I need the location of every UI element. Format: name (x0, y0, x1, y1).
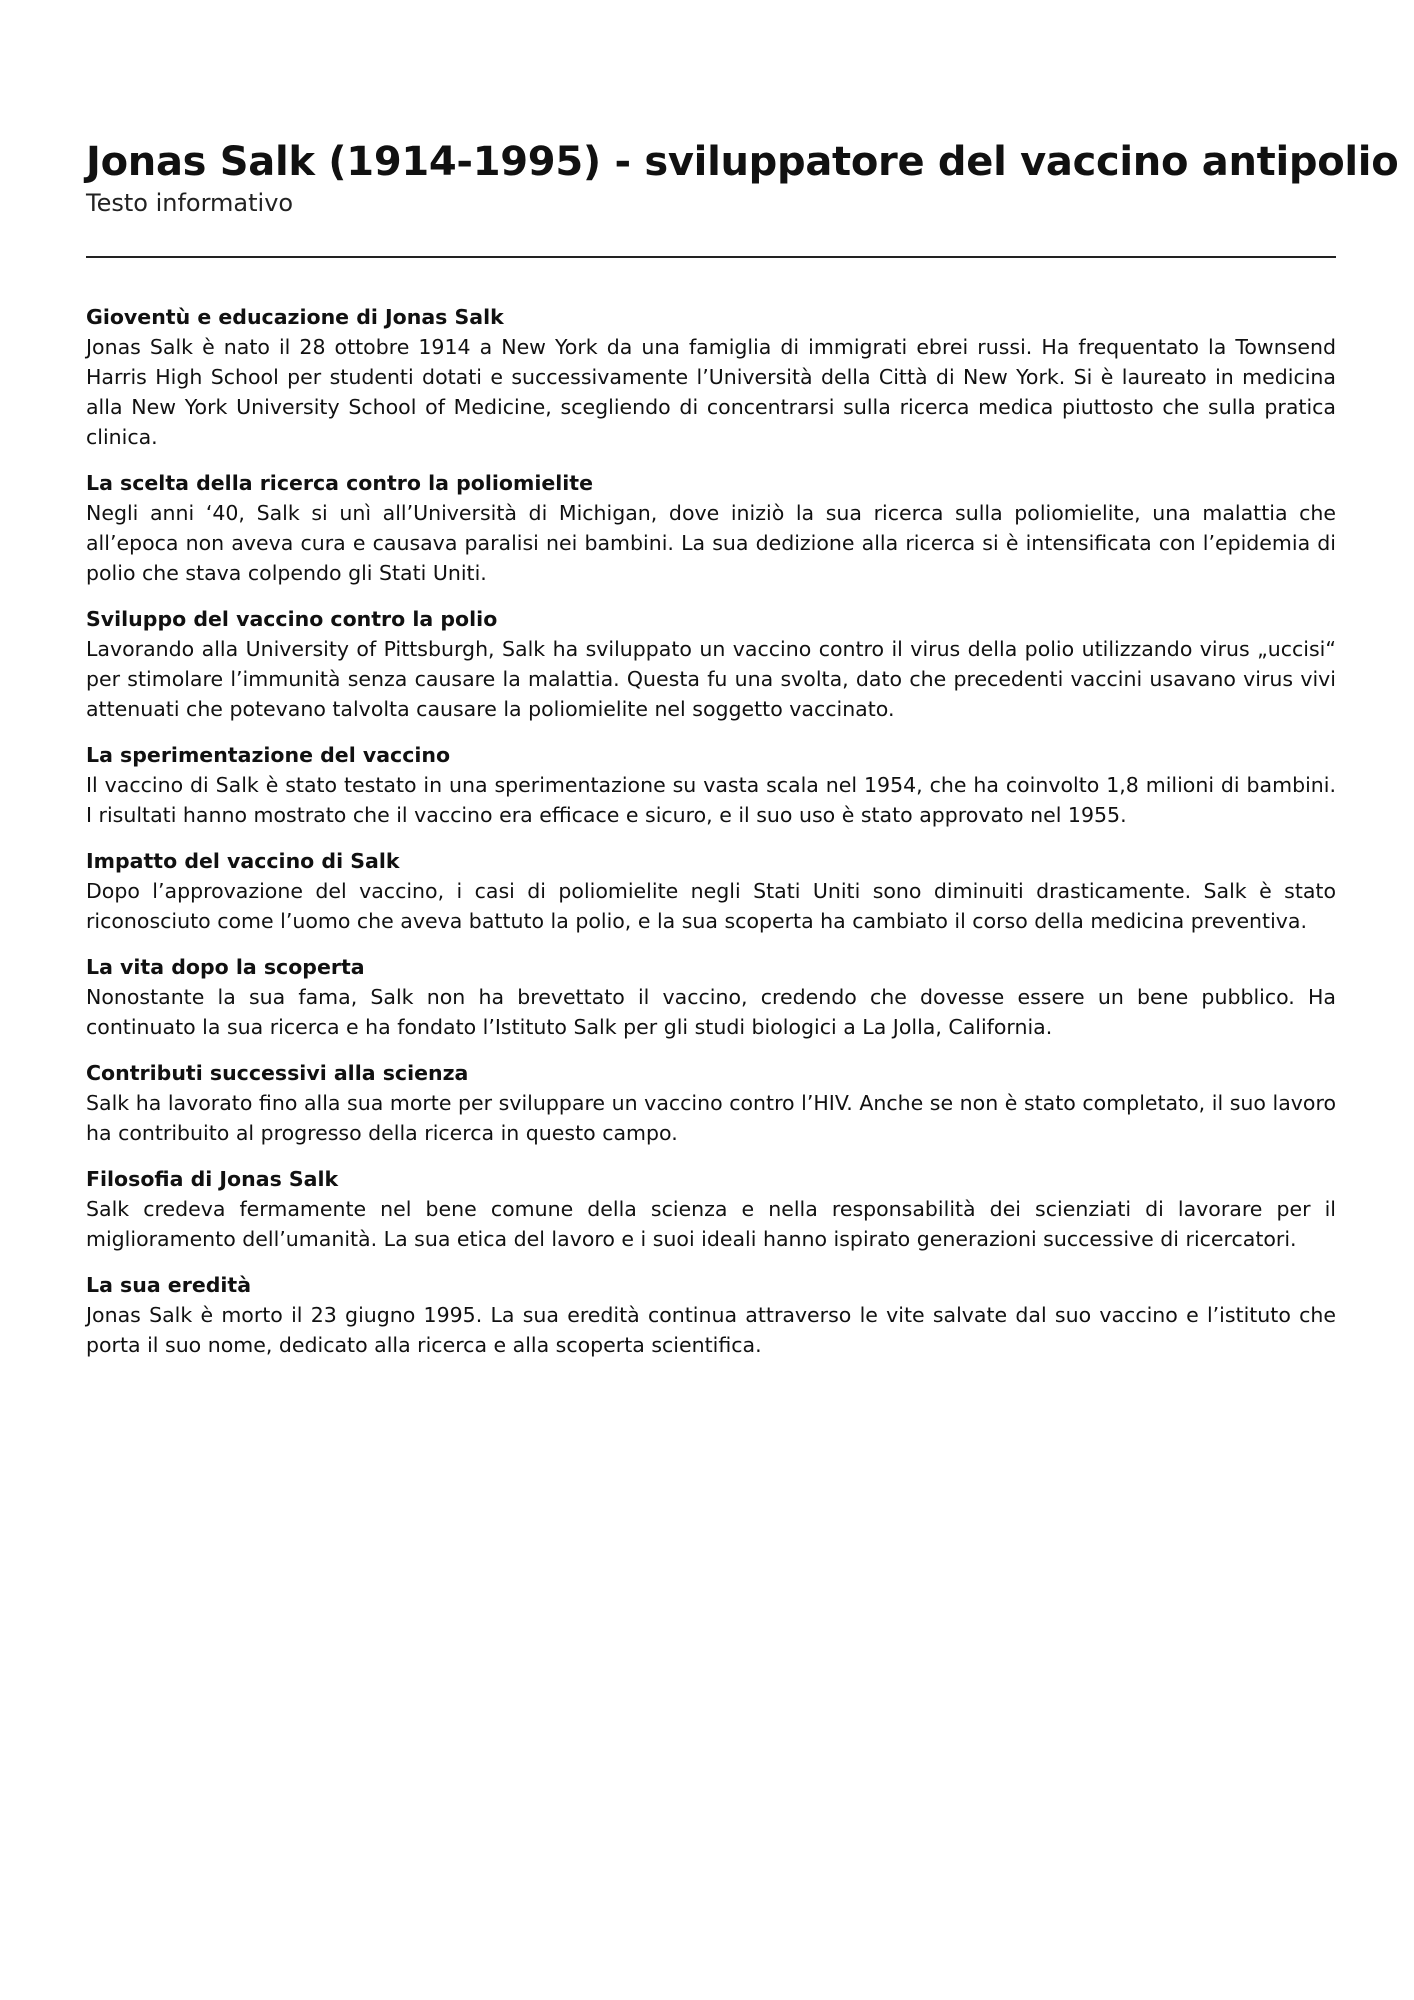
section-heading: Filosofia di Jonas Salk (86, 1167, 339, 1191)
section-gioventu-educazione (86, 302, 1336, 452)
section-heading: Impatto del vaccino di Salk (86, 849, 400, 873)
section-body: Jonas Salk è nato il 28 ottobre 1914 a New York da una famiglia di immigrati ebrei russi. Ha frequentato la Townsend Harris High School per studenti dotati e successivamente l’Università della Città di New York. Si è laureato in medicina alla New York University School of Medicine, scegliendo di concentrarsi sulla ricerca medica piuttosto che sulla pratica clinica. (86, 335, 1336, 449)
section-contributi-successivi (86, 1058, 1336, 1148)
section-heading: La vita dopo la scoperta (86, 955, 365, 979)
section-impatto-vaccino (86, 846, 1336, 936)
section-heading: Sviluppo del vaccino contro la polio (86, 607, 498, 631)
section-heading: La scelta della ricerca contro la poliomielite (86, 471, 594, 495)
section-heading: Gioventù e educazione di Jonas Salk (86, 305, 504, 329)
section-vita-dopo-scoperta (86, 952, 1336, 1042)
section-body: Negli anni ‘40, Salk si unì all’Università di Michigan, dove iniziò la sua ricerca sulla poliomielite, una malattia che all’epoca non aveva cura e causava paralisi nei bambini. La sua dedizione alla ricerca si è intensificata con l’epidemia di polio che stava colpendo gli Stati Uniti. (86, 501, 1336, 585)
title-divider (86, 256, 1336, 258)
section-body: Nonostante la sua fama, Salk non ha brevettato il vaccino, credendo che dovesse essere un bene pubblico. Ha continuato la sua ricerca e ha fondato l’Istituto Salk per gli studi biologici a La Jolla, California. (86, 985, 1336, 1039)
section-body: Jonas Salk è morto il 23 giugno 1995. La sua eredità continua attraverso le vite salvate dal suo vaccino e l’istituto che porta il suo nome, dedicato alla ricerca e alla scoperta scientifica. (86, 1303, 1336, 1357)
section-sviluppo-vaccino (86, 604, 1336, 724)
section-body: Lavorando alla University of Pittsburgh, Salk ha sviluppato un vaccino contro il virus della polio utilizzando virus „uccisi“ per stimolare l’immunità senza causare la malattia. Questa fu una svolta, dato che precedenti vaccini usavano virus vivi attenuati che potevano talvolta causare la poliomielite nel soggetto vaccinato. (86, 637, 1336, 721)
document-page (86, 138, 1399, 1376)
section-body: Il vaccino di Salk è stato testato in una sperimentazione su vasta scala nel 1954, che ha coinvolto 1,8 milioni di bambini. I risultati hanno mostrato che il vaccino era efficace e sicuro, e il suo uso è stato approvato nel 1955. (86, 773, 1336, 827)
section-body: Salk credeva fermamente nel bene comune della scienza e nella responsabilità dei scienziati di lavorare per il miglioramento dell’umanità. La sua etica del lavoro e i suoi ideali hanno ispirato generazioni successive di ricercatori. (86, 1197, 1336, 1251)
section-sperimentazione (86, 740, 1336, 830)
document-title: Jonas Salk (1914-1995) - sviluppatore del vaccino antipolio (86, 139, 1399, 185)
section-heading: Contributi successivi alla scienza (86, 1061, 469, 1085)
section-eredita (86, 1270, 1336, 1360)
document-subtitle: Testo informativo (86, 189, 294, 217)
section-heading: La sperimentazione del vaccino (86, 743, 451, 767)
section-filosofia (86, 1164, 1336, 1254)
section-heading: La sua eredità (86, 1273, 252, 1297)
section-body: Dopo l’approvazione del vaccino, i casi di poliomielite negli Stati Uniti sono diminuiti drasticamente. Salk è stato riconosciuto come l’uomo che aveva battuto la polio, e la sua scoperta ha cambiato il corso della medicina preventiva. (86, 879, 1336, 933)
sections-container (86, 302, 1336, 1360)
section-scelta-ricerca (86, 468, 1336, 588)
section-body: Salk ha lavorato fino alla sua morte per sviluppare un vaccino contro l’HIV. Anche se non è stato completato, il suo lavoro ha contribuito al progresso della ricerca in questo campo. (86, 1091, 1336, 1145)
